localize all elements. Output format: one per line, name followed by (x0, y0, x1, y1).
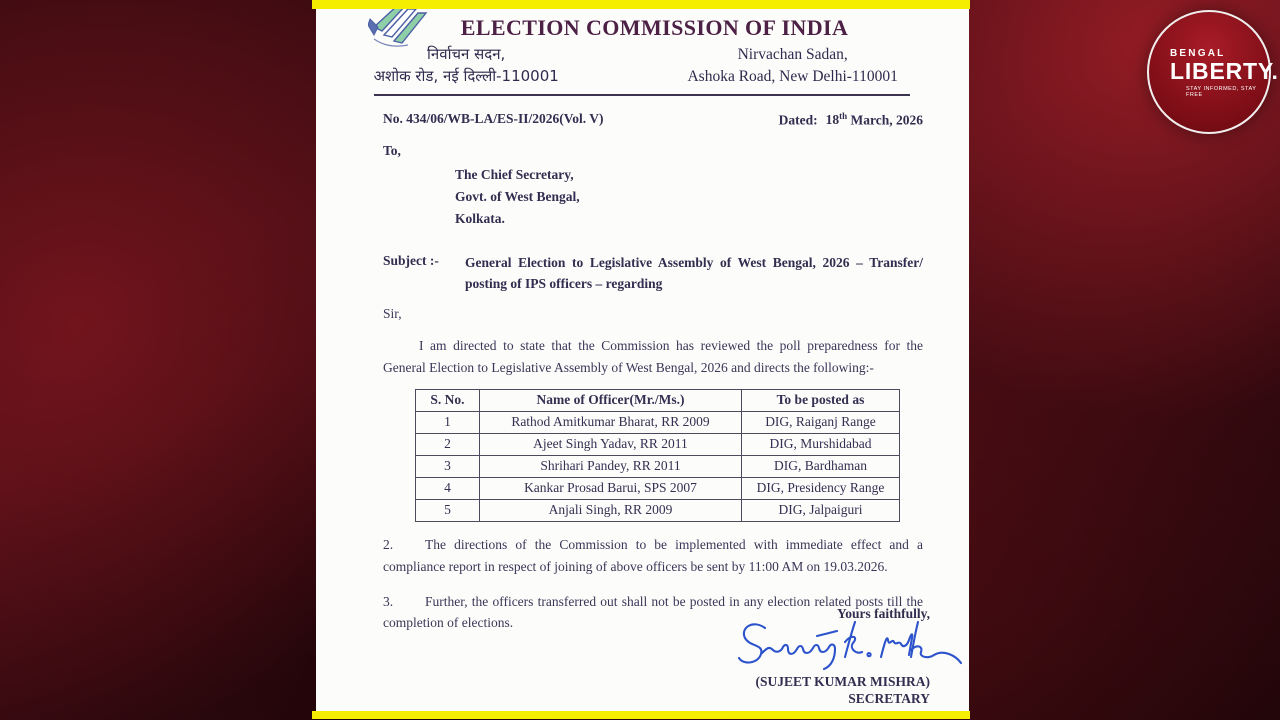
page-top-yellow-strip (312, 0, 970, 9)
closing-salutation: Yours faithfully, (836, 606, 930, 621)
brand-main-text: LIBERTY. (1170, 58, 1279, 84)
reference-number: No. 434/06/WB-LA/ES-II/2026(Vol. V) (383, 110, 604, 126)
cell-post: DIG, Murshidabad (742, 433, 900, 455)
cell-name: Kankar Prosad Barui, SPS 2007 (480, 477, 742, 499)
handwritten-signature (731, 615, 966, 675)
cell-post: DIG, Raiganj Range (742, 411, 900, 433)
cell-name: Anjali Singh, RR 2009 (480, 499, 742, 521)
table-row (416, 455, 900, 477)
header-sno: S. No. (416, 389, 480, 411)
paragraph-3: 3. Further, the officers transferred out shall not be posted in any election related posts till the completion of elections. (383, 591, 923, 635)
addressee-line: Kolkata. (455, 210, 505, 226)
page-bottom-yellow-strip (312, 711, 970, 719)
org-title: ELECTION COMMISSION OF INDIA (460, 15, 849, 40)
addressee-block (455, 164, 923, 229)
table-header-row (416, 389, 900, 411)
cell-post: DIG, Bardhaman (742, 455, 900, 477)
table-row (416, 411, 900, 433)
signatory-name: (SUJEET KUMAR MISHRA) (755, 674, 930, 689)
cell-name: Rathod Amitkumar Bharat, RR 2009 (480, 411, 742, 433)
reference-row (383, 111, 923, 129)
subject-text: General Election to Legislative Assembly of West Bengal, 2026 – Transfer/ posting of IPS officers – regarding (465, 255, 923, 292)
to-label: To, (383, 143, 401, 159)
addressee-line: Govt. of West Bengal, (455, 189, 580, 205)
address-english-line1: Nirvachan Sadan, (737, 46, 848, 63)
address-english (616, 44, 969, 89)
brand-tagline: STAY INFORMED, STAY FREE (1186, 86, 1257, 99)
table-row (416, 499, 900, 521)
subject-line (383, 253, 923, 295)
brand-top-text: BENGAL (1170, 48, 1226, 59)
cell-post: DIG, Presidency Range (742, 477, 900, 499)
paragraph-3-number: 3. (383, 593, 394, 609)
signature-block (660, 606, 930, 707)
header-officer-name: Name of Officer(Mr./Ms.) (480, 389, 742, 411)
cell-sno: 5 (416, 499, 480, 521)
address-english-line2: Ashoka Road, New Delhi-110001 (687, 68, 898, 86)
letter-body (316, 111, 969, 634)
paragraph-1: I am directed to state that the Commission has reviewed the poll preparedness for the General Election to Legislative Assembly of West Bengal, 2026 and directs the following:- (383, 338, 923, 375)
address-hindi (316, 44, 616, 89)
cell-sno: 2 (416, 433, 480, 455)
signatory-title: SECRETARY (848, 691, 930, 706)
subject-label: Subject :- (383, 253, 439, 269)
salutation: Sir, (383, 306, 402, 322)
letter-page (316, 8, 969, 712)
officer-transfer-table (415, 389, 900, 522)
table-row (416, 433, 900, 455)
cell-sno: 4 (416, 477, 480, 499)
cell-sno: 1 (416, 411, 480, 433)
address-hindi-line2: अशोक रोड, नई दिल्ली-110001 (373, 66, 559, 85)
eci-emblem-icon (368, 5, 440, 53)
paragraph-2: 2. The directions of the Commission to be implemented with immediate effect and a compliance report in respect of joining of above officers be sent by 11:00 AM on 19.03.2026. (383, 534, 923, 578)
letter-date: Dated: 18th March, 2026 (778, 110, 923, 128)
bengal-liberty-logo (1147, 10, 1279, 134)
table-row (416, 477, 900, 499)
address-hindi-line1: निर्वाचन सदन, (427, 45, 506, 63)
letterhead-divider (374, 94, 910, 96)
cell-post: DIG, Jalpaiguri (742, 499, 900, 521)
cell-name: Shrihari Pandey, RR 2011 (480, 455, 742, 477)
paragraph-2-number: 2. (383, 536, 394, 552)
addressee-line: The Chief Secretary, (455, 167, 574, 183)
cell-name: Ajeet Singh Yadav, RR 2011 (480, 433, 742, 455)
header-posting: To be posted as (742, 389, 900, 411)
cell-sno: 3 (416, 455, 480, 477)
